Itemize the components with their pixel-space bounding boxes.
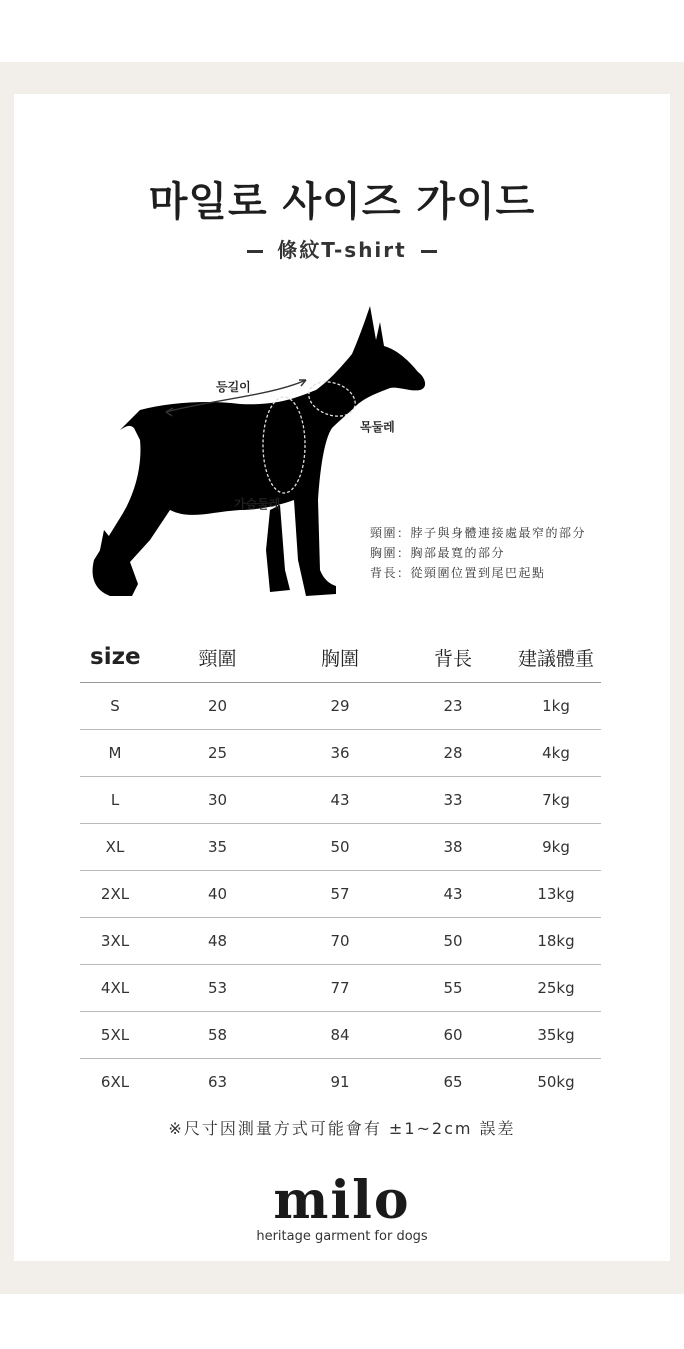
cell-chest: 57: [285, 871, 395, 918]
table-row: [80, 824, 601, 871]
cell-back: 38: [395, 824, 511, 871]
cell-weight: 18kg: [511, 918, 601, 965]
cell-weight: 35kg: [511, 1012, 601, 1059]
cell-weight: 9kg: [511, 824, 601, 871]
table-row: [80, 965, 601, 1012]
cell-size: 4XL: [80, 965, 150, 1012]
brand-logo: milo: [273, 1170, 411, 1231]
table-row: [80, 777, 601, 824]
brand-tagline: heritage garment for dogs: [256, 1229, 428, 1244]
cell-weight: 7kg: [511, 777, 601, 824]
cell-weight: 4kg: [511, 730, 601, 777]
table-row: [80, 730, 601, 777]
cell-chest: 50: [285, 824, 395, 871]
cell-size: 6XL: [100, 1073, 130, 1091]
chest-label: 가슴둘레: [234, 497, 281, 511]
table-row: [80, 871, 601, 918]
legend-neck: 頸圍：脖子與身體連接處最窄的部分: [370, 526, 587, 540]
cell-back: 33: [395, 777, 511, 824]
subtitle-dash-left: [247, 250, 263, 253]
cell-back: 55: [395, 965, 511, 1012]
header-back: 背長: [395, 632, 511, 683]
cell-chest: 70: [285, 918, 395, 965]
cell-size: XL: [80, 824, 150, 871]
subtitle-dash-right: [421, 250, 437, 253]
cell-chest: 43: [285, 777, 395, 824]
legend-back: 背長：從頸圍位置到尾巴起點: [370, 566, 546, 580]
back-length-label: 등길이: [216, 380, 251, 394]
cell-back: 50: [395, 918, 511, 965]
measurement-note: ※尺寸因測量方式可能會有 ±1~2cm 誤差: [168, 1119, 516, 1138]
cell-chest: 29: [285, 683, 395, 730]
cell-neck: 40: [150, 871, 285, 918]
cell-chest: 91: [330, 1073, 350, 1091]
table-row: [80, 918, 601, 965]
cell-neck: 30: [150, 777, 285, 824]
cell-chest: 84: [285, 1012, 395, 1059]
cell-back: 28: [395, 730, 511, 777]
cell-weight: 1kg: [511, 683, 601, 730]
cell-back: 23: [395, 683, 511, 730]
measurement-legend: [370, 523, 586, 583]
cell-neck: 58: [150, 1012, 285, 1059]
header-size: size: [80, 632, 150, 683]
cell-size: L: [80, 777, 150, 824]
cell-neck: 35: [150, 824, 285, 871]
cell-size: S: [80, 683, 150, 730]
cell-chest: 77: [285, 965, 395, 1012]
cell-weight: 50kg: [537, 1073, 575, 1091]
size-table: [80, 632, 601, 1105]
cell-back: 43: [395, 871, 511, 918]
subtitle-text: 條紋T-shirt: [277, 238, 407, 262]
cell-size: 2XL: [80, 871, 150, 918]
table-row: [80, 1059, 601, 1106]
cell-neck: 48: [150, 918, 285, 965]
header-weight: 建議體重: [511, 632, 601, 683]
table-row: [80, 1012, 601, 1059]
header-chest: 胸圍: [285, 632, 395, 683]
page-title: 마일로 사이즈 가이드: [148, 179, 536, 225]
cell-neck: 25: [150, 730, 285, 777]
table-header-row: [80, 632, 601, 683]
table-row: [80, 683, 601, 730]
product-subtitle: [0, 234, 684, 263]
cell-size: M: [80, 730, 150, 777]
cell-back: 65: [443, 1073, 463, 1091]
cell-neck: 63: [207, 1073, 228, 1091]
cell-neck: 20: [150, 683, 285, 730]
cell-size: 5XL: [80, 1012, 150, 1059]
cell-weight: 25kg: [511, 965, 601, 1012]
cell-size: 3XL: [80, 918, 150, 965]
cell-weight: 13kg: [511, 871, 601, 918]
cell-neck: 53: [150, 965, 285, 1012]
neck-label: 목둘레: [360, 420, 395, 434]
header-neck: 頸圍: [150, 632, 285, 683]
cell-chest: 36: [285, 730, 395, 777]
legend-chest: 胸圍：胸部最寬的部分: [370, 546, 506, 560]
cell-back: 60: [395, 1012, 511, 1059]
